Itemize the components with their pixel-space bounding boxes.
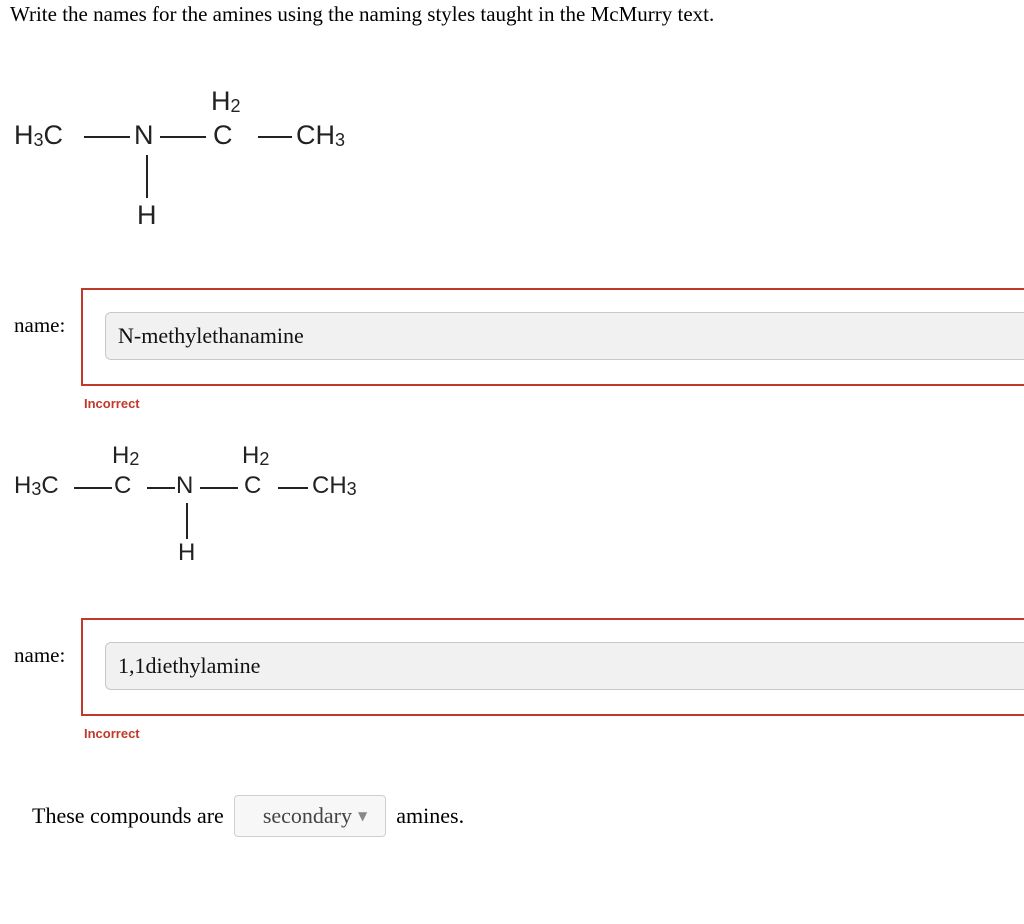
ch2a-hydrogens: $H_2$ [112, 442, 140, 469]
answer-box-1 [81, 288, 1024, 386]
sentence-prefix: These compounds are [32, 803, 224, 828]
bond [84, 136, 130, 138]
classification-sentence [32, 794, 464, 838]
ch2b-hydrogens: $H_2$ [242, 442, 270, 469]
bond [186, 503, 188, 539]
amine-type-select[interactable] [234, 795, 386, 837]
ch2-hydrogens: $H_2$ [211, 86, 241, 116]
amine-type-selected: secondary [262, 803, 353, 828]
name-label-1: name: [14, 313, 66, 337]
bond [74, 487, 112, 489]
ch2b-carbon: C [244, 472, 262, 499]
bond [146, 155, 148, 198]
methyl-group: $H_3C$ [14, 472, 59, 499]
bond [200, 487, 238, 489]
ch3-group: $CH_3$ [312, 472, 357, 499]
sentence-suffix: amines. [396, 803, 465, 828]
ch3-group: $CH_3$ [296, 120, 346, 150]
answer-box-2 [81, 618, 1024, 716]
bond [258, 136, 292, 138]
bond [147, 487, 175, 489]
nh-hydrogen: H [137, 200, 157, 230]
instructions-text: Write the names for the amines using the naming styles taught in the McMurry text. [10, 2, 715, 26]
chevron-down-icon: ▼ [358, 809, 368, 823]
ch2a-carbon: C [114, 472, 132, 499]
methyl-group: $H_3C$ [14, 120, 64, 150]
nitrogen-atom: N [134, 120, 154, 150]
feedback-incorrect-1: Incorrect [84, 396, 140, 411]
nh-hydrogen: H [178, 539, 196, 566]
name-input-1[interactable]: N-methylethanamine [105, 312, 1024, 360]
feedback-incorrect-2: Incorrect [84, 726, 140, 741]
name-input-2[interactable]: 1,1diethylamine [105, 642, 1024, 690]
bond [160, 136, 206, 138]
nitrogen-atom: N [176, 472, 194, 499]
ch2-carbon: C [213, 120, 233, 150]
name-label-2: name: [14, 643, 66, 667]
bond [278, 487, 308, 489]
